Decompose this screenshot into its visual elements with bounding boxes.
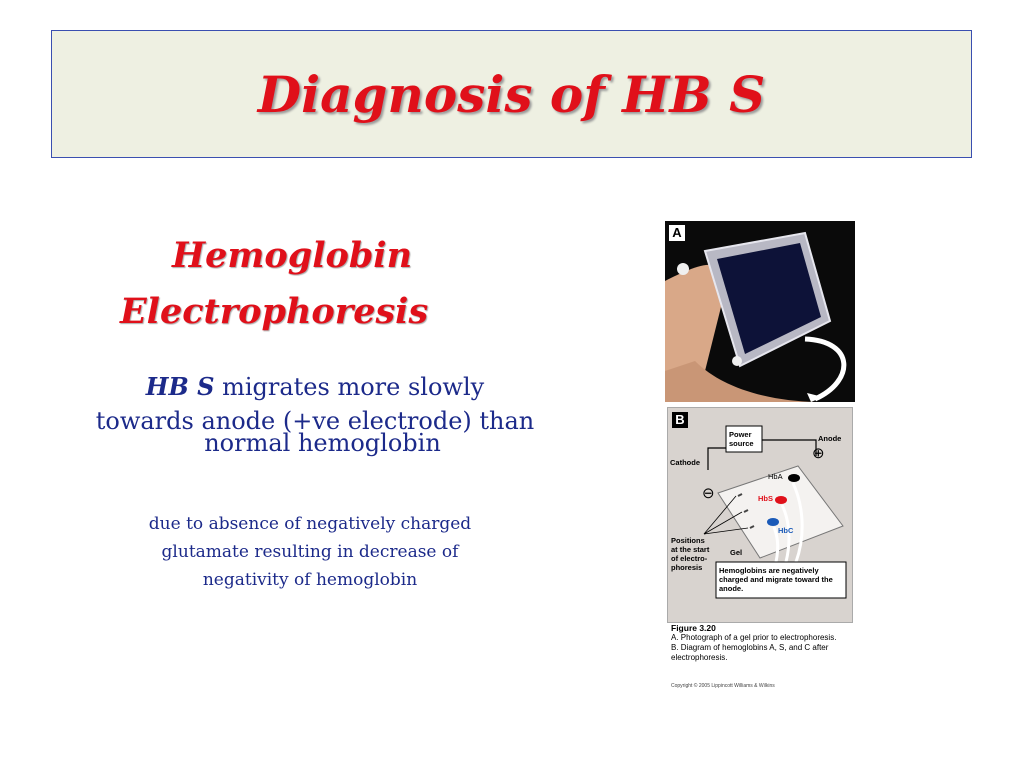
explanation-line-2: glutamate resulting in decrease of bbox=[161, 542, 459, 562]
subtitle-line-1: Hemoglobin bbox=[172, 235, 413, 276]
positions-pointer-2 bbox=[704, 512, 742, 534]
hbc-label: HbC bbox=[778, 526, 794, 535]
copyright-text: Copyright © 2005 Lippincott Williams & Wilkins bbox=[671, 683, 775, 689]
panel-a-photo bbox=[665, 221, 855, 402]
panel-a-badge: A bbox=[669, 225, 685, 241]
power-source-label: Power source bbox=[729, 430, 754, 448]
title-box bbox=[51, 30, 972, 158]
main-line-1-rest: migrates more slowly bbox=[214, 373, 485, 401]
cathode-wire bbox=[708, 448, 726, 470]
main-statement bbox=[60, 370, 570, 460]
electrophoresis-figure bbox=[665, 221, 855, 697]
hba-label: HbA bbox=[768, 472, 783, 481]
flow-arrow bbox=[805, 339, 844, 399]
subtitle-line-2: Electrophoresis bbox=[120, 291, 429, 332]
tray-knob-left bbox=[677, 263, 689, 275]
caption-title: Figure 3.20 bbox=[671, 623, 716, 633]
hand-palm-shape bbox=[665, 361, 815, 402]
gel-label: Gel bbox=[730, 548, 743, 557]
main-line-2: towards anode (+ve electrode) than bbox=[95, 407, 535, 435]
slide-title: Diagnosis of HB S bbox=[257, 64, 766, 124]
hbs-band bbox=[775, 496, 787, 504]
slide-subtitle bbox=[90, 228, 450, 340]
explanation-line-3: negativity of hemoglobin bbox=[202, 570, 418, 590]
caption-line-1: A. Photograph of a gel prior to electrophoresis. bbox=[671, 633, 837, 642]
tray-knob-bottom bbox=[732, 356, 742, 366]
anode-symbol: ⊕ bbox=[812, 445, 825, 462]
figure-caption bbox=[671, 623, 861, 691]
caption-line-2: B. Diagram of hemoglobins A, S, and C after electrophoresis. bbox=[671, 643, 829, 662]
cathode-label: Cathode bbox=[670, 458, 700, 467]
cathode-symbol: ⊖ bbox=[702, 485, 715, 502]
hbc-band bbox=[767, 518, 779, 526]
positions-pointer-3 bbox=[704, 528, 748, 534]
hba-band bbox=[788, 474, 800, 482]
explanation-line-1: due to absence of negatively charged bbox=[148, 514, 472, 534]
main-line-1 bbox=[60, 370, 570, 404]
panel-b-diagram bbox=[667, 407, 853, 623]
note-label: Hemoglobins are negatively charged and migrate toward the anode. bbox=[719, 566, 833, 593]
hbs-emphasis: HB S bbox=[145, 372, 215, 401]
hbs-label: HbS bbox=[758, 494, 773, 503]
panel-b-badge: B bbox=[672, 412, 688, 428]
main-line-3: normal hemoglobin bbox=[204, 429, 441, 457]
anode-wire bbox=[762, 440, 816, 456]
gel-photo-illustration bbox=[665, 221, 855, 402]
positions-label: Positions at the start of electro-phoresis bbox=[671, 536, 710, 572]
explanation-text bbox=[100, 510, 520, 594]
anode-label: Anode bbox=[818, 434, 842, 443]
